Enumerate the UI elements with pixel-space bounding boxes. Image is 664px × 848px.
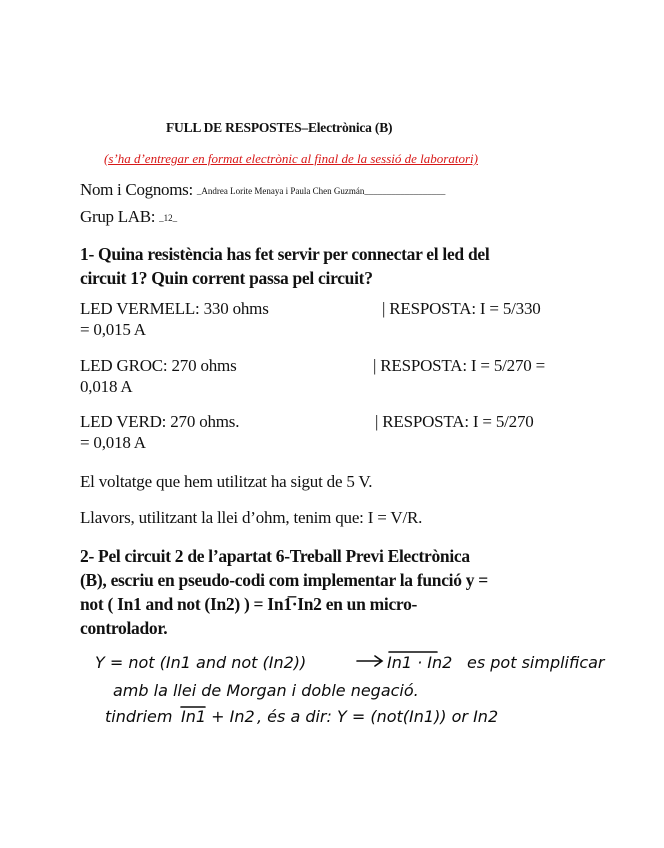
answer-yellow-result: | RESPOSTA: I = 5/270 = (373, 356, 545, 375)
answer-yellow-label: LED GROC: 270 ohms (80, 356, 237, 375)
answer-green-cont: = 0,018 A (80, 433, 146, 452)
handwriting-line2: amb la llei de Morgan i doble negació. (113, 681, 419, 700)
question2-line1: 2- Pel circuit 2 de l’apartat 6-Treball Previ Electrònica (80, 546, 470, 566)
ohm-law-text: Llavors, utilitzant la llei d’ohm, tenim que: I = V/R. (80, 508, 423, 527)
handwriting-line3-expr: In1 + In2 (181, 707, 255, 726)
answer-red-result: | RESPOSTA: I = 5/330 (382, 299, 541, 318)
question2-line4: controlador. (80, 618, 168, 638)
voltage-text: El voltatge que hem utilitzat ha sigut de 5 V. (80, 472, 373, 491)
question1-line2: circuit 1? Quin corrent passa pel circuit? (80, 268, 373, 288)
arrow-icon (357, 656, 382, 666)
handwriting-line1-expr: Y = not (In1 and not (In2)) (95, 653, 307, 672)
name-label: Nom i Cognoms: (80, 180, 193, 199)
question1-line1: 1- Quina resistència has fet servir per connectar el led del (80, 244, 490, 264)
group-value: _12_ (159, 213, 178, 223)
answer-yellow-cont: 0,018 A (80, 377, 133, 396)
handwriting-line1-note: es pot simplificar (467, 653, 605, 672)
question2-line3: not ( In1 and not (In2) ) = In1̅·In2 en un micro- (80, 594, 418, 614)
group-label: Grup LAB: (80, 207, 156, 226)
handwriting-line1-result: In1 · In2 (387, 653, 453, 672)
handwriting-line3-start: tindriem (105, 707, 173, 726)
handwriting-line3-end: , és a dir: Y = (not(In1)) or In2 (257, 707, 499, 726)
answer-red-cont: = 0,015 A (80, 320, 146, 339)
answer-green-label: LED VERD: 270 ohms. (80, 412, 240, 431)
page-title: FULL DE RESPOSTES–Electrònica (B) (166, 120, 393, 135)
answer-red-label: LED VERMELL: 330 ohms (80, 299, 269, 318)
name-value: _Andrea Lorite Menaya i Paula Chen Guzmán__________________ (196, 186, 446, 196)
group-field (80, 207, 177, 227)
page-subtitle: (s’ha d’entregar en format electrònic al final de la sessió de laboratori) (104, 151, 478, 166)
name-field (80, 180, 445, 200)
question2-line2: (B), escriu en pseudo-codi com implementar la funció y = (80, 570, 488, 590)
answer-green-result: | RESPOSTA: I = 5/270 (375, 412, 534, 431)
handwritten-answer (95, 648, 635, 738)
